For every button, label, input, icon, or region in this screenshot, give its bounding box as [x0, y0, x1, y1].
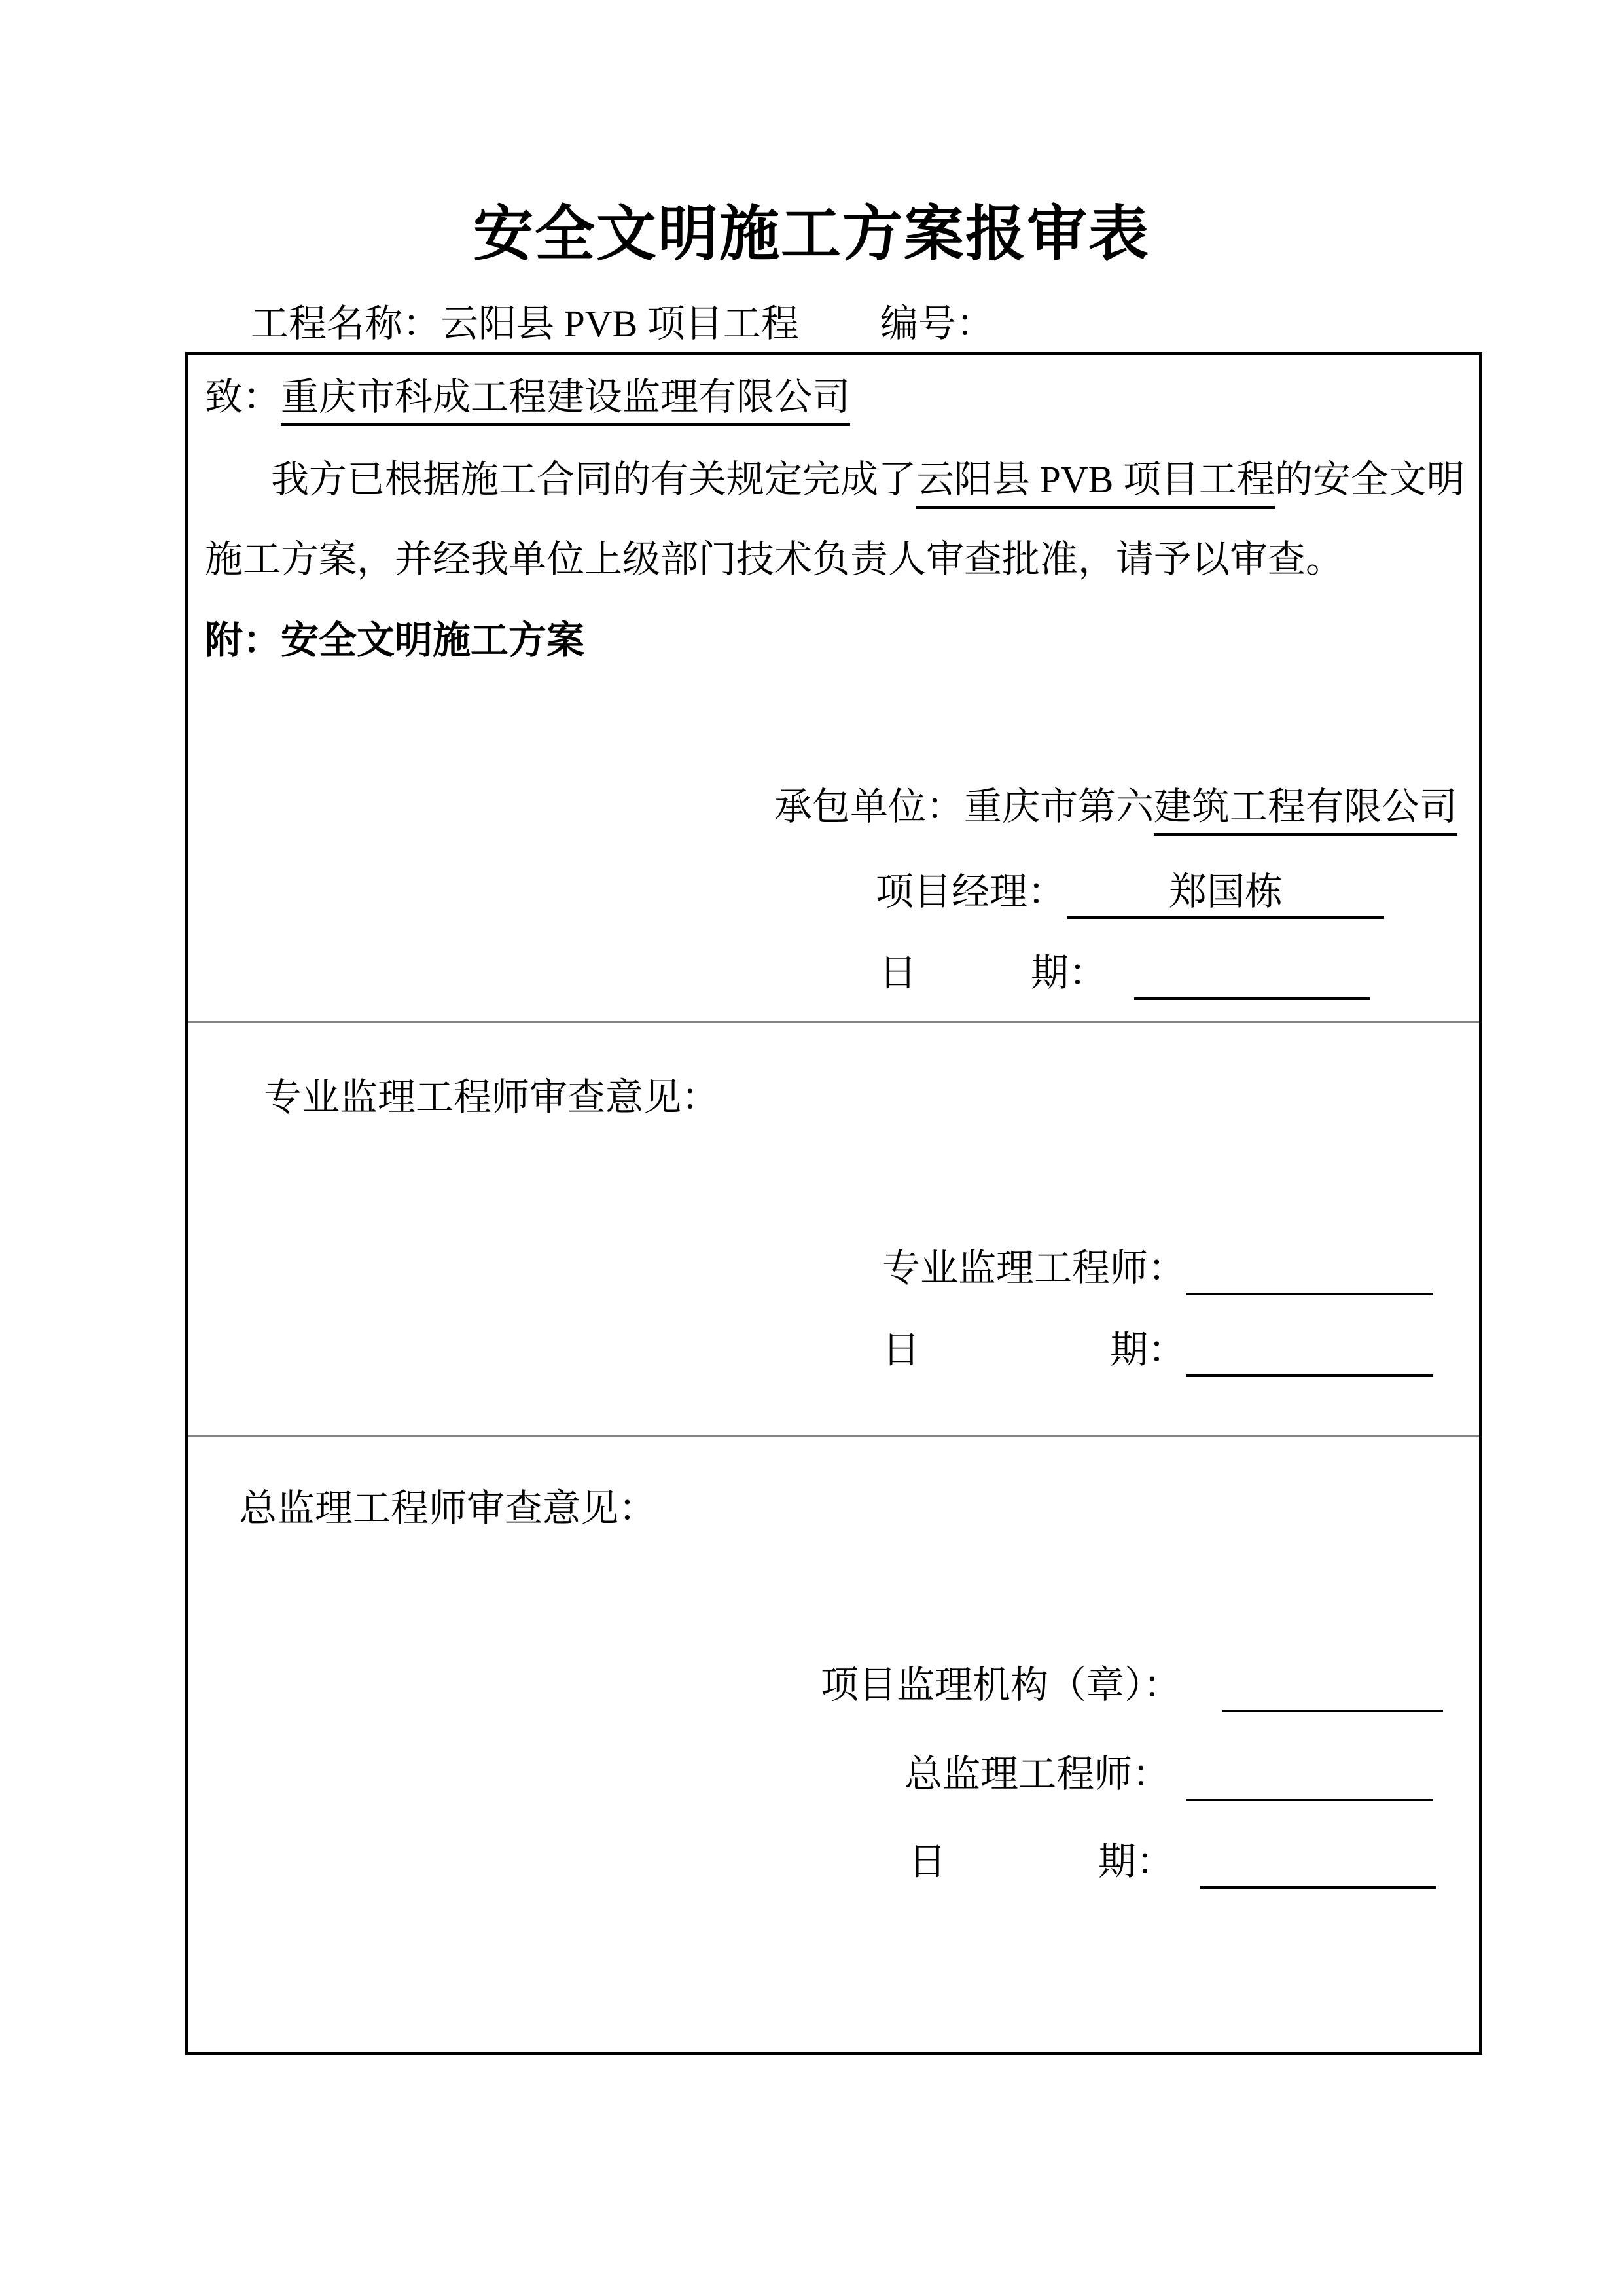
project-manager-signature-line[interactable] [1067, 916, 1384, 919]
chief-org-stamp-line[interactable] [1222, 1710, 1443, 1712]
contractor-date-fill-line[interactable] [1134, 997, 1370, 1000]
project-name-line [251, 302, 799, 346]
chief-org-label: 项目监理机构（章）： [821, 1664, 1182, 1706]
supervisor-engineer-signature-line[interactable] [1186, 1293, 1433, 1295]
supervisor-engineer-label: 专业监理工程师： [882, 1247, 1186, 1289]
attachment-line: 附：安全文明施工方案 [205, 619, 585, 662]
contractor-value-plain: 重庆市第六 [964, 785, 1154, 828]
contractor-value-underlined: 建筑工程有限公司 [1154, 785, 1457, 836]
contractor-label: 承包单位： [774, 785, 965, 828]
chief-engineer-label: 总监理工程师： [904, 1753, 1171, 1795]
project-manager-value: 郑国栋 [1168, 870, 1283, 913]
addressee-company: 重庆市科成工程建设监理有限公司 [281, 376, 850, 426]
supervisor-date-label: 日 期： [882, 1329, 1186, 1371]
chief-engineer-signature-line[interactable] [1186, 1799, 1433, 1801]
body-paragraph-line-1 [271, 458, 1465, 502]
supervisor-review-heading: 专业监理工程师审查意见： [264, 1076, 720, 1119]
chief-date-label: 日 期： [908, 1840, 1175, 1883]
body-line1-post: 的安全文明 [1274, 458, 1465, 501]
supervisor-date-fill-line[interactable] [1186, 1374, 1433, 1377]
chief-review-heading: 总监理工程师审查意见： [239, 1487, 657, 1530]
contractor-date-label: 日 期： [879, 952, 1107, 994]
doc-number-label: 编号： [880, 302, 995, 345]
body-paragraph-line-2: 施工方案，并经我单位上级部门技术负责人审查批准，请予以审查。 [205, 538, 1344, 581]
doc-number-line [880, 302, 994, 346]
document-title: 安全文明施工方案报审表 [473, 201, 1150, 268]
project-manager-label: 项目经理： [876, 870, 1066, 913]
project-name-label: 工程名称： [251, 302, 441, 345]
chief-date-fill-line[interactable] [1200, 1886, 1436, 1889]
section-divider-2 [188, 1435, 1479, 1437]
section-divider-1 [188, 1021, 1479, 1023]
addressee-line [205, 376, 850, 420]
addressee-label: 致： [205, 376, 281, 418]
body-line1-pre: 我方已根据施工合同的有关规定完成了 [271, 458, 917, 501]
project-name-value: 云阳县 PVB 项目工程 [440, 302, 799, 345]
body-line1-project: 云阳县 PVB 项目工程 [916, 458, 1275, 509]
contractor-line [774, 785, 1457, 829]
